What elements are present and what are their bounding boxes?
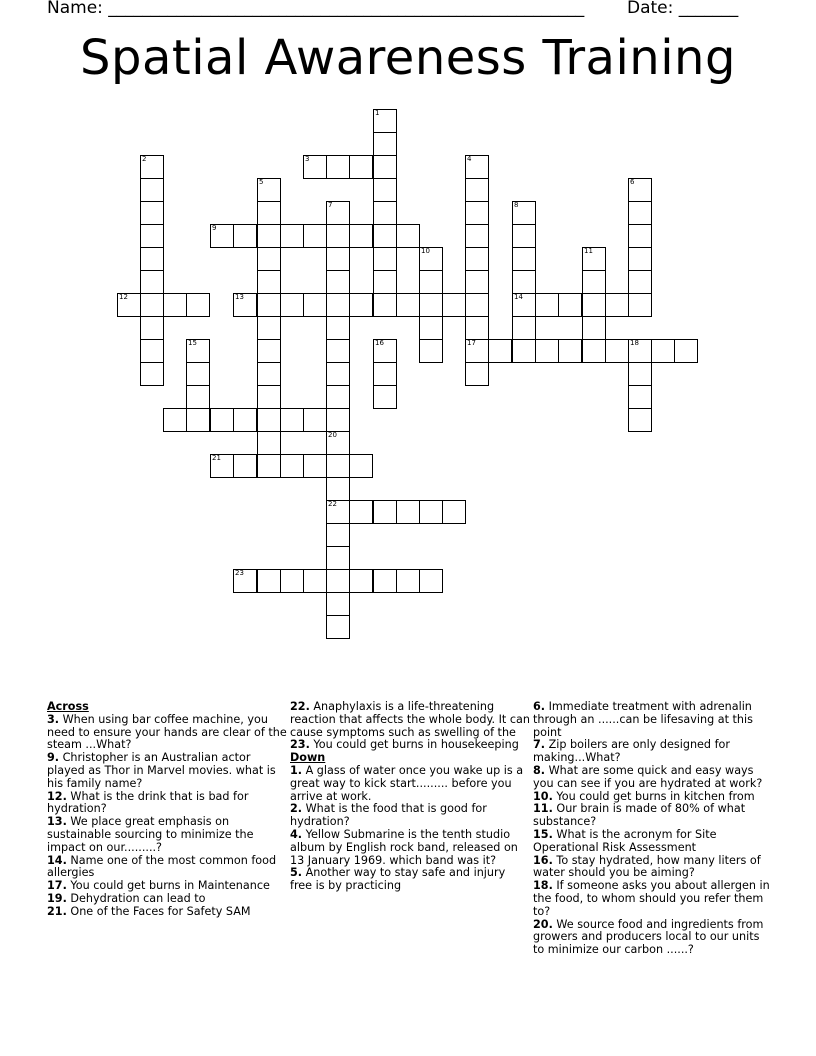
grid-cell[interactable] — [373, 132, 397, 156]
grid-cell[interactable] — [326, 454, 350, 478]
grid-cell[interactable] — [280, 454, 304, 478]
grid-cell[interactable] — [465, 339, 489, 363]
clue-text: Zip boilers are only designed for making...What? — [533, 738, 730, 765]
grid-cell[interactable] — [280, 293, 304, 317]
grid-cell[interactable] — [512, 339, 536, 363]
grid-cell[interactable] — [326, 569, 350, 593]
grid-cell[interactable] — [186, 362, 210, 386]
grid-cell[interactable] — [303, 408, 327, 432]
grid-cell[interactable] — [257, 362, 281, 386]
clues-column-1 — [47, 701, 287, 919]
clue-number: 14 — [514, 293, 523, 301]
clue-number: 10 — [421, 247, 430, 255]
grid-cell[interactable] — [628, 339, 652, 363]
grid-cell[interactable] — [442, 293, 466, 317]
clue-item — [533, 880, 773, 918]
clue-number: 7 — [328, 201, 333, 209]
clue-text: You could get burns in housekeeping — [309, 738, 519, 752]
grid-cell[interactable] — [373, 201, 397, 225]
grid-cell[interactable] — [674, 339, 698, 363]
clue-number-label: 22. — [290, 700, 310, 713]
grid-cell[interactable] — [396, 224, 420, 248]
clue-number: 12 — [119, 293, 128, 301]
grid-cell[interactable] — [233, 293, 257, 317]
clue-number: 8 — [514, 201, 519, 209]
grid-cell[interactable] — [419, 270, 443, 294]
grid-cell[interactable] — [419, 569, 443, 593]
clue-text: You could get burns in Maintenance — [66, 879, 270, 893]
grid-cell[interactable] — [233, 408, 257, 432]
clue-text: Yellow Submarine is the tenth studio album by English rock band, released on 13 January 1969. which band was it? — [290, 827, 518, 867]
clue-number: 15 — [188, 339, 197, 347]
grid-cell[interactable] — [558, 339, 582, 363]
grid-cell[interactable] — [349, 224, 373, 248]
grid-cell[interactable] — [396, 500, 420, 524]
grid-cell[interactable] — [605, 339, 629, 363]
clue-number-label: 19. — [47, 891, 67, 905]
grid-cell[interactable] — [373, 293, 397, 317]
clue-text: If someone asks you about allergen in the food, to whom should you refer them to? — [533, 879, 770, 918]
clue-item — [290, 765, 530, 803]
grid-cell[interactable] — [465, 155, 489, 179]
grid-cell[interactable] — [465, 224, 489, 248]
grid-cell[interactable] — [140, 155, 164, 179]
grid-cell[interactable] — [349, 155, 373, 179]
clue-number: 20 — [328, 431, 337, 439]
grid-cell[interactable] — [373, 224, 397, 248]
grid-cell[interactable] — [326, 247, 350, 271]
grid-cell[interactable] — [465, 293, 489, 317]
grid-cell[interactable] — [303, 569, 327, 593]
grid-cell[interactable] — [280, 224, 304, 248]
clue-item — [47, 752, 287, 790]
clue-number-label: 18. — [533, 879, 553, 893]
grid-cell[interactable] — [326, 293, 350, 317]
clue-number-label: 4. — [290, 827, 303, 841]
grid-cell[interactable] — [349, 293, 373, 317]
clue-item — [533, 701, 773, 739]
grid-cell[interactable] — [140, 201, 164, 225]
grid-cell[interactable] — [488, 339, 512, 363]
grid-cell[interactable] — [186, 293, 210, 317]
clue-item — [47, 714, 287, 752]
grid-cell[interactable] — [140, 339, 164, 363]
grid-cell[interactable] — [628, 201, 652, 225]
clue-number-label: 17. — [47, 879, 67, 893]
clue-text: To stay hydrated, how many liters of water should you be aiming? — [533, 853, 761, 880]
grid-cell[interactable] — [257, 408, 281, 432]
grid-cell[interactable] — [628, 247, 652, 271]
grid-cell[interactable] — [280, 569, 304, 593]
grid-cell[interactable] — [186, 408, 210, 432]
clue-text: Our brain is made of 80% of what substance? — [533, 802, 746, 829]
grid-cell[interactable] — [326, 500, 350, 524]
clue-number-label: 14. — [47, 853, 67, 867]
grid-cell[interactable] — [628, 270, 652, 294]
clue-item — [533, 765, 773, 791]
grid-cell[interactable] — [582, 316, 606, 340]
clue-item — [533, 803, 773, 829]
clue-text: A glass of water once you wake up is a great way to kick start......... before you arrive at work. — [290, 763, 524, 803]
grid-cell[interactable] — [651, 339, 675, 363]
grid-cell[interactable] — [257, 431, 281, 455]
grid-cell[interactable] — [326, 546, 350, 570]
grid-cell[interactable] — [326, 316, 350, 340]
grid-cell[interactable] — [349, 454, 373, 478]
grid-cell[interactable] — [628, 362, 652, 386]
clue-item — [290, 867, 530, 893]
grid-cell[interactable] — [117, 293, 141, 317]
clue-text: When using bar coffee machine, you need to ensure your hands are clear of the steam ...What? — [47, 712, 287, 752]
grid-cell[interactable] — [326, 362, 350, 386]
clue-number-label: 15. — [533, 827, 553, 841]
clue-number-label: 1. — [290, 763, 303, 777]
clue-item — [290, 829, 530, 867]
grid-cell[interactable] — [465, 362, 489, 386]
clue-number: 6 — [630, 178, 635, 186]
clue-number: 5 — [259, 178, 264, 186]
clue-item — [47, 791, 287, 817]
grid-cell[interactable] — [582, 339, 606, 363]
grid-cell[interactable] — [373, 178, 397, 202]
grid-cell[interactable] — [373, 339, 397, 363]
grid-cell[interactable] — [465, 270, 489, 294]
grid-cell[interactable] — [257, 293, 281, 317]
grid-cell[interactable] — [140, 293, 164, 317]
clue-item — [533, 919, 773, 957]
clue-number: 17 — [467, 339, 476, 347]
grid-cell[interactable] — [163, 293, 187, 317]
clue-number-label: 21. — [47, 904, 67, 918]
grid-cell[interactable] — [535, 339, 559, 363]
grid-cell[interactable] — [326, 385, 350, 409]
grid-cell[interactable] — [465, 247, 489, 271]
clue-text: Another way to stay safe and injury free is by practicing — [290, 866, 506, 893]
clue-text: You could get burns in kitchen from — [552, 789, 755, 803]
grid-cell[interactable] — [628, 385, 652, 409]
across-heading: Across — [47, 700, 89, 713]
clue-number-label: 20. — [533, 917, 553, 931]
grid-cell[interactable] — [582, 293, 606, 317]
grid-cell[interactable] — [558, 293, 582, 317]
clue-number: 16 — [375, 339, 384, 347]
grid-cell[interactable] — [210, 224, 234, 248]
grid-cell[interactable] — [582, 270, 606, 294]
clue-text: We source food and ingredients from growers and producers local to our units to minimize our carbon ......? — [533, 917, 764, 957]
grid-cell[interactable] — [326, 339, 350, 363]
clues-column-2 — [290, 701, 530, 893]
grid-cell[interactable] — [465, 316, 489, 340]
clue-text: What is the acronym for Site Operational Risk Assessment — [533, 827, 717, 854]
clue-number-label: 7. — [533, 738, 546, 752]
clue-number: 23 — [235, 569, 244, 577]
clue-item — [290, 739, 530, 752]
grid-cell[interactable] — [326, 408, 350, 432]
clue-number-label: 2. — [290, 802, 303, 816]
clue-number-label: 3. — [47, 712, 60, 726]
clue-number-label: 11. — [533, 802, 553, 816]
grid-cell[interactable] — [628, 293, 652, 317]
clue-item — [533, 739, 773, 765]
grid-cell[interactable] — [396, 569, 420, 593]
clue-item — [533, 855, 773, 881]
grid-cell[interactable] — [326, 431, 350, 455]
grid-cell[interactable] — [303, 155, 327, 179]
clue-text: Christopher is an Australian actor played as Thor in Marvel movies. what is his family name? — [47, 751, 276, 790]
grid-cell[interactable] — [326, 523, 350, 547]
clue-number-label: 9. — [47, 751, 60, 765]
grid-cell[interactable] — [140, 178, 164, 202]
grid-cell[interactable] — [140, 247, 164, 271]
grid-cell[interactable] — [326, 270, 350, 294]
clue-item — [533, 829, 773, 855]
clue-number-label: 10. — [533, 789, 553, 803]
grid-cell[interactable] — [419, 293, 443, 317]
grid-cell[interactable] — [326, 477, 350, 501]
clue-number: 21 — [212, 454, 221, 462]
grid-cell[interactable] — [628, 178, 652, 202]
grid-cell[interactable] — [373, 362, 397, 386]
grid-cell[interactable] — [257, 316, 281, 340]
grid-cell[interactable] — [512, 201, 536, 225]
grid-cell[interactable] — [326, 201, 350, 225]
clue-text: Immediate treatment with adrenalin through an ......can be lifesaving at this point — [533, 700, 753, 739]
clue-text: Name one of the most common food allergies — [47, 853, 277, 880]
clue-number: 22 — [328, 500, 337, 508]
clue-number-label: 8. — [533, 763, 546, 777]
grid-cell[interactable] — [373, 270, 397, 294]
grid-cell[interactable] — [257, 270, 281, 294]
clue-number-label: 13. — [47, 815, 67, 829]
grid-cell[interactable] — [373, 155, 397, 179]
grid-cell[interactable] — [326, 155, 350, 179]
clue-number: 13 — [235, 293, 244, 301]
grid-cell[interactable] — [628, 224, 652, 248]
grid-cell[interactable] — [512, 316, 536, 340]
grid-cell[interactable] — [326, 615, 350, 639]
grid-cell[interactable] — [257, 454, 281, 478]
clue-item — [290, 803, 530, 829]
grid-cell[interactable] — [512, 224, 536, 248]
grid-cell[interactable] — [512, 293, 536, 317]
grid-cell[interactable] — [303, 224, 327, 248]
grid-cell[interactable] — [582, 247, 606, 271]
clue-number-label: 16. — [533, 853, 553, 867]
grid-cell[interactable] — [140, 362, 164, 386]
grid-cell[interactable] — [163, 408, 187, 432]
grid-cell[interactable] — [326, 224, 350, 248]
clue-text: Anaphylaxis is a life-threatening reaction that affects the whole body. It can cause symptoms such as swelling of the — [290, 700, 530, 739]
grid-cell[interactable] — [605, 293, 629, 317]
grid-cell[interactable] — [419, 339, 443, 363]
grid-cell[interactable] — [233, 569, 257, 593]
clue-number: 2 — [142, 155, 147, 163]
clue-item — [47, 906, 287, 919]
grid-cell[interactable] — [628, 408, 652, 432]
grid-cell[interactable] — [373, 109, 397, 133]
grid-cell[interactable] — [233, 454, 257, 478]
grid-cell[interactable] — [465, 201, 489, 225]
grid-cell[interactable] — [257, 385, 281, 409]
clue-text: What are some quick and easy ways you can see if you are hydrated at work? — [533, 763, 763, 790]
clue-number-label: 23. — [290, 738, 310, 752]
clue-number: 18 — [630, 339, 639, 347]
grid-cell[interactable] — [512, 247, 536, 271]
grid-cell[interactable] — [373, 500, 397, 524]
grid-cell[interactable] — [303, 293, 327, 317]
grid-cell[interactable] — [257, 224, 281, 248]
down-heading: Down — [290, 751, 326, 765]
clue-item — [290, 701, 530, 739]
grid-cell[interactable] — [140, 270, 164, 294]
clue-number: 3 — [305, 155, 310, 163]
grid-cell[interactable] — [373, 385, 397, 409]
clue-number: 4 — [467, 155, 472, 163]
puzzle-title: Spatial Awareness Training — [80, 30, 736, 86]
grid-cell[interactable] — [257, 339, 281, 363]
grid-cell[interactable] — [535, 293, 559, 317]
clue-text: We place great emphasis on sustainable sourcing to minimize the impact on our.........? — [47, 815, 254, 854]
grid-cell[interactable] — [257, 247, 281, 271]
grid-cell[interactable] — [140, 224, 164, 248]
clue-number: 11 — [584, 247, 593, 255]
clue-number: 1 — [375, 109, 380, 117]
grid-cell[interactable] — [396, 293, 420, 317]
grid-cell[interactable] — [140, 316, 164, 340]
clue-text: What is the food that is good for hydration? — [290, 802, 487, 829]
grid-cell[interactable] — [257, 201, 281, 225]
grid-cell[interactable] — [186, 339, 210, 363]
grid-cell[interactable] — [233, 224, 257, 248]
clue-number-label: 6. — [533, 700, 546, 713]
grid-cell[interactable] — [442, 500, 466, 524]
clue-number: 9 — [212, 224, 217, 232]
clue-item — [47, 816, 287, 854]
grid-cell[interactable] — [349, 500, 373, 524]
clue-text: One of the Faces for Safety SAM — [66, 904, 251, 918]
grid-cell[interactable] — [303, 454, 327, 478]
grid-cell[interactable] — [419, 247, 443, 271]
grid-cell[interactable] — [373, 569, 397, 593]
grid-cell[interactable] — [326, 592, 350, 616]
grid-cell[interactable] — [210, 408, 234, 432]
grid-cell[interactable] — [257, 178, 281, 202]
clue-text: What is the drink that is bad for hydration? — [47, 789, 249, 816]
date-field: Date: _______ — [627, 0, 739, 18]
grid-cell[interactable] — [419, 316, 443, 340]
name-field: Name: ________________________________________________________ — [47, 0, 585, 18]
clue-text: Dehydration can lead to — [66, 891, 206, 905]
clue-number-label: 5. — [290, 866, 303, 880]
grid-cell[interactable] — [465, 178, 489, 202]
clue-number-label: 12. — [47, 789, 67, 803]
grid-cell[interactable] — [512, 270, 536, 294]
grid-cell[interactable] — [349, 569, 373, 593]
grid-cell[interactable] — [257, 569, 281, 593]
grid-cell[interactable] — [210, 454, 234, 478]
grid-cell[interactable] — [186, 385, 210, 409]
grid-cell[interactable] — [373, 247, 397, 271]
clue-item — [47, 855, 287, 881]
grid-cell[interactable] — [419, 500, 443, 524]
grid-cell[interactable] — [280, 408, 304, 432]
clues-column-3 — [533, 701, 773, 957]
